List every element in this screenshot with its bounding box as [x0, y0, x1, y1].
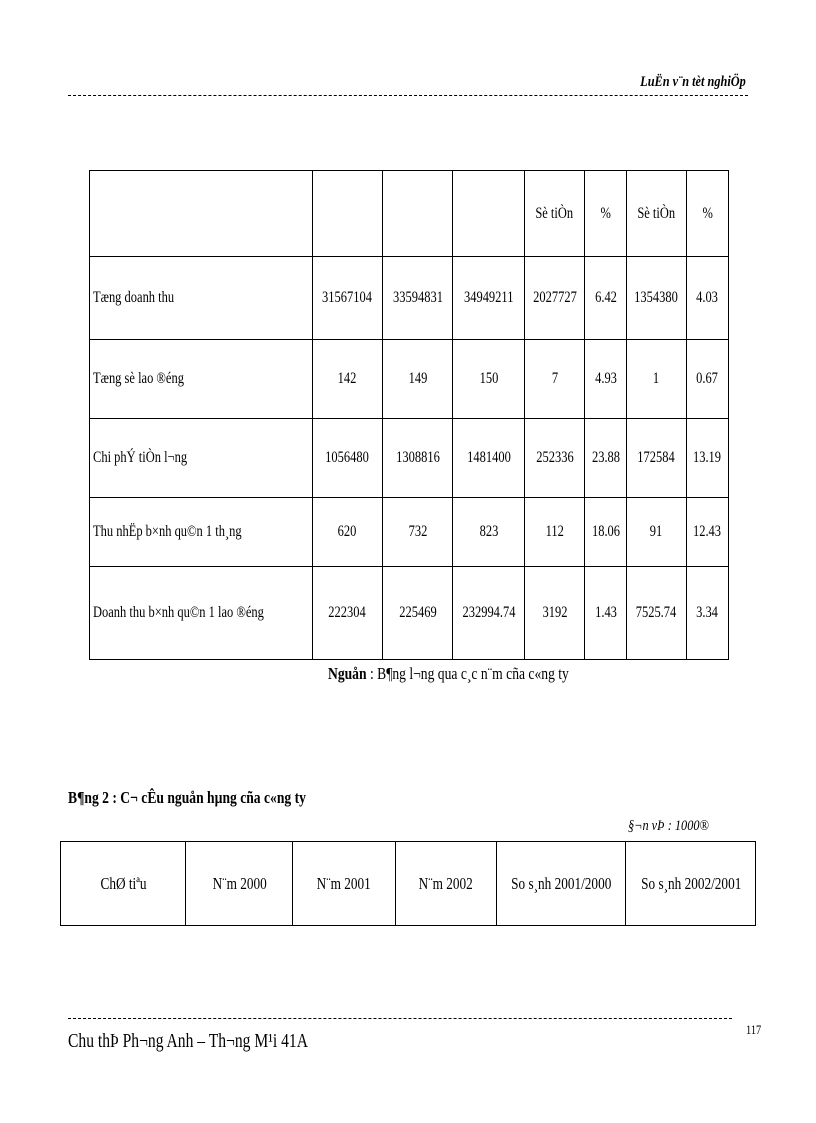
table-row [90, 257, 729, 340]
row-label: Doanh thu b×nh qu©n 1 lao ®éng [90, 567, 313, 660]
labor-revenue-table [89, 170, 729, 660]
table-cell: 1308816 [382, 419, 453, 498]
table-cell: 2027727 [525, 257, 585, 340]
table-cell [90, 171, 313, 257]
table-row [90, 340, 729, 419]
header-divider [68, 95, 748, 96]
table-cell: 33594831 [382, 257, 453, 340]
table-header-cell: Sè tiÒn [627, 171, 687, 257]
table-cell: 232994.74 [453, 567, 525, 660]
table-header-cell: N¨m 2002 [395, 842, 496, 926]
table-cell: 34949211 [453, 257, 525, 340]
table-cell: 149 [382, 340, 453, 419]
table-header-cell: % [686, 171, 728, 257]
table-cell: 172584 [627, 419, 687, 498]
table2-title: B¶ng 2 : C¬ cÊu nguån hµng cña c«ng ty [68, 788, 306, 807]
table-cell: 7525.74 [627, 567, 687, 660]
table-cell [313, 171, 383, 257]
table-cell: 732 [382, 498, 453, 567]
table-cell: 150 [453, 340, 525, 419]
table-header-cell: So s¸nh 2001/2000 [497, 842, 626, 926]
source-note [328, 664, 569, 684]
row-label: Chi phÝ tiÒn l¬ng [90, 419, 313, 498]
table-row [90, 419, 729, 498]
table-cell [382, 171, 453, 257]
table-cell: 112 [525, 498, 585, 567]
table-cell: 1 [627, 340, 687, 419]
table-header-cell: ChØ tiªu [61, 842, 186, 926]
table-header-cell: So s¸nh 2002/2001 [626, 842, 756, 926]
document-header-title: LuËn v¨n tèt nghiÖp [640, 74, 746, 90]
footer-divider [68, 1018, 732, 1019]
table-cell: 3.34 [686, 567, 728, 660]
table-cell: 1481400 [453, 419, 525, 498]
table-cell: 7 [525, 340, 585, 419]
table-cell: 620 [313, 498, 383, 567]
table-cell: 1.43 [584, 567, 626, 660]
row-label: Tæng doanh thu [90, 257, 313, 340]
table-cell: 12.43 [686, 498, 728, 567]
table-cell: 91 [627, 498, 687, 567]
table-row [90, 567, 729, 660]
table-row [90, 498, 729, 567]
table-cell: 6.42 [584, 257, 626, 340]
table-cell: 23.88 [584, 419, 626, 498]
table-cell: 252336 [525, 419, 585, 498]
table-cell: 18.06 [584, 498, 626, 567]
source-note-text: : B¶ng l¬ng qua c¸c n¨m cña c«ng ty [366, 664, 569, 683]
table-cell: 4.03 [686, 257, 728, 340]
capital-structure-table [60, 841, 756, 926]
table-cell [453, 171, 525, 257]
table-header-cell: N¨m 2001 [293, 842, 395, 926]
table-cell: 3192 [525, 567, 585, 660]
table-header-cell: % [584, 171, 626, 257]
source-note-label: Nguån [328, 664, 367, 683]
footer-author: Chu thÞ Ph¬ng Anh – Th¬ng M¹i 41A [68, 1030, 308, 1052]
table-header-row [61, 842, 756, 926]
unit-note: §¬n vÞ : 1000® [628, 818, 709, 834]
table-cell: 225469 [382, 567, 453, 660]
row-label: Tæng sè lao ®éng [90, 340, 313, 419]
page-number: 117 [746, 1022, 762, 1037]
table-cell: 823 [453, 498, 525, 567]
table-cell: 222304 [313, 567, 383, 660]
table-cell: 1056480 [313, 419, 383, 498]
table-cell: 31567104 [313, 257, 383, 340]
table-cell: 4.93 [584, 340, 626, 419]
table-header-cell: Sè tiÒn [525, 171, 585, 257]
table-cell: 0.67 [686, 340, 728, 419]
table-header-cell: N¨m 2000 [186, 842, 293, 926]
row-label: Thu nhËp b×nh qu©n 1 th¸ng [90, 498, 313, 567]
table-header-row [90, 171, 729, 257]
table-cell: 13.19 [686, 419, 728, 498]
table-cell: 142 [313, 340, 383, 419]
table-cell: 1354380 [627, 257, 687, 340]
